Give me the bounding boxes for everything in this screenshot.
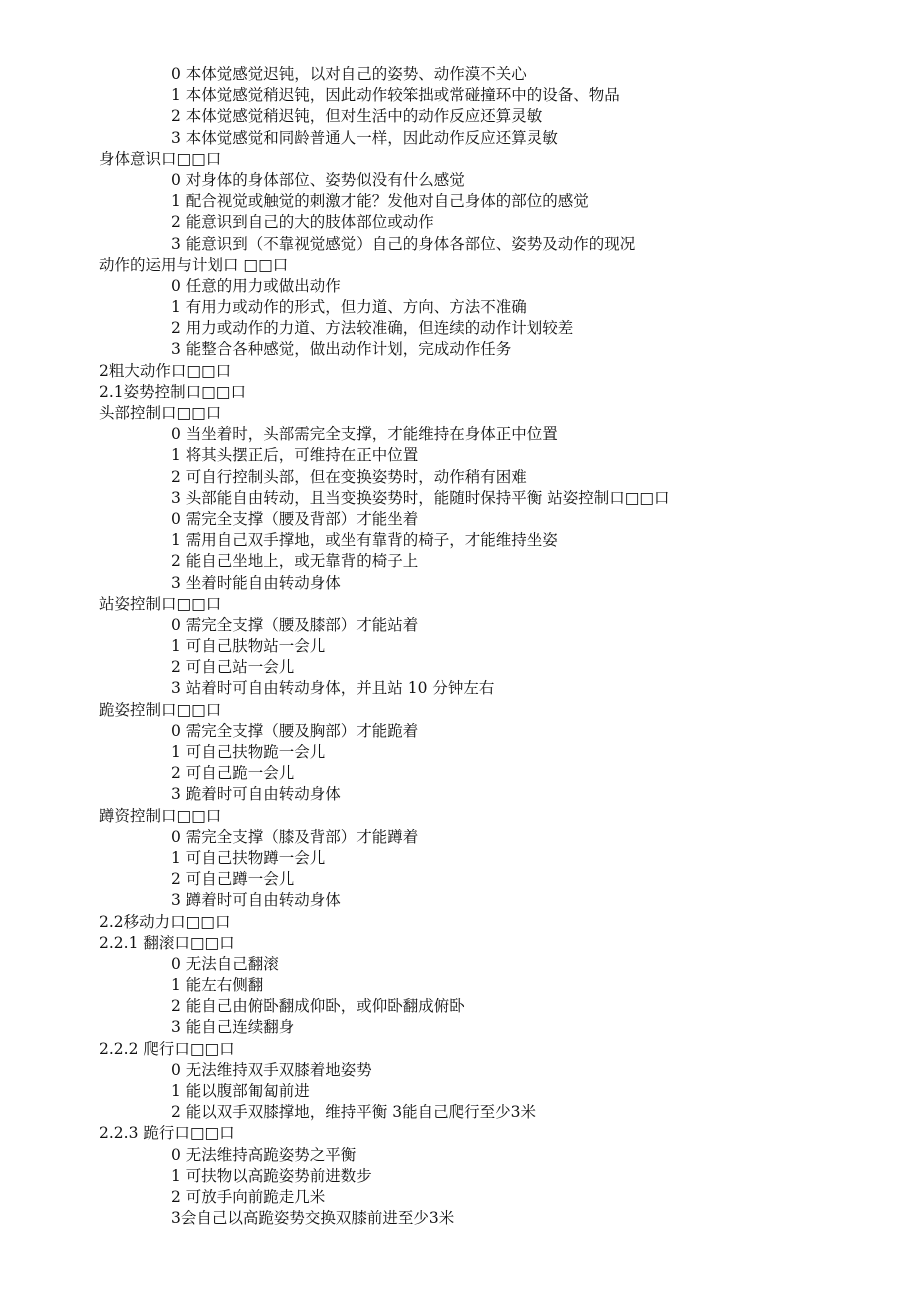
score-option: 2 能自己坐地上，或无靠背的椅子上 xyxy=(171,552,419,571)
score-option: 2 能以双手双膝撑地，维持平衡 3能自己爬行至少3米 xyxy=(171,1103,536,1122)
score-option: 1 可自己扶物蹲一会儿 xyxy=(171,848,326,867)
section-heading: 动作的运用与计划口 □□口 xyxy=(99,255,289,274)
score-option: 1 将其头摆正后，可维持在正中位置 xyxy=(171,446,419,465)
score-option: 3 头部能自由转动，且当变换姿势时，能随时保持平衡 站姿控制口□□口 xyxy=(171,488,670,507)
score-option: 0 需完全支撑（腰及胸部）才能跪着 xyxy=(171,721,419,740)
score-option: 2 能意识到自己的大的肢体部位或动作 xyxy=(171,213,434,232)
section-heading: 头部控制口□□口 xyxy=(99,404,222,422)
score-option: 2 可自己蹲一会儿 xyxy=(171,870,295,889)
score-option: 1 能以腹部匍匐前进 xyxy=(171,1082,310,1100)
score-option: 2 能自己由俯卧翻成仰卧，或仰卧翻成俯卧 xyxy=(171,997,465,1016)
score-option: 2 可放手向前跪走几米 xyxy=(171,1187,326,1206)
score-option: 0 需完全支撑（膝及背部）才能蹲着 xyxy=(171,827,419,846)
section-heading: 跪姿控制口□□口 xyxy=(99,700,222,719)
score-option: 3 能意识到（不靠视觉感觉）自己的身体各部位、姿势及动作的现况 xyxy=(171,234,636,253)
score-option: 1 本体觉感觉稍迟钝，因此动作较笨拙或常碰撞环中的设备、物品 xyxy=(171,86,620,105)
score-option: 1 需用自己双手撑地，或坐有靠背的椅子，才能维持坐姿 xyxy=(171,531,558,550)
score-option: 3 能整合各种感觉，做出动作计划，完成动作任务 xyxy=(171,340,512,359)
score-option: 0 无法维持双手双膝着地姿势 xyxy=(171,1060,372,1079)
score-option: 3 本体觉感觉和同龄普通人一样，因此动作反应还算灵敏 xyxy=(171,128,558,147)
score-option: 1 可自己扶物跪一会儿 xyxy=(171,743,326,761)
section-heading: 身体意识口□□口 xyxy=(99,149,222,168)
score-option: 2 可自己跪一会儿 xyxy=(171,764,295,783)
score-option: 3 能自己连续翻身 xyxy=(171,1018,295,1037)
score-option: 2 可自行控制头部，但在变换姿势时，动作稍有困难 xyxy=(171,467,527,486)
section-heading: 2.2.3 跪行口□□口 xyxy=(99,1124,235,1143)
section-heading: 2粗大动作口□□口 xyxy=(99,361,232,380)
section-heading: 2.1姿势控制口□□口 xyxy=(99,382,246,401)
score-option: 0 需完全支撑（腰及膝部）才能站着 xyxy=(171,615,419,634)
score-option: 2 可自己站一会儿 xyxy=(171,658,295,677)
section-heading: 2.2.2 爬行口□□口 xyxy=(99,1039,235,1058)
score-option: 1 配合视觉或触觉的刺激才能？发他对自己身体的部位的感觉 xyxy=(171,192,589,211)
score-option: 0 无法维持高跪姿势之平衡 xyxy=(171,1145,357,1164)
score-option: 3 蹲着时可自由转动身体 xyxy=(171,891,341,910)
score-option: 1 可扶物以高跪姿势前进数步 xyxy=(171,1166,372,1185)
score-option: 0 对身体的身体部位、姿势似没有什么感觉 xyxy=(171,170,465,189)
score-option: 1 有用力或动作的形式，但力道、方向、方法不准确 xyxy=(171,298,527,317)
score-option: 0 任意的用力或做出动作 xyxy=(171,276,341,295)
section-heading: 站姿控制口□□口 xyxy=(99,594,222,613)
score-option: 2 用力或动作的力道、方法较准确，但连续的动作计划较差 xyxy=(171,319,574,338)
section-heading: 2.2移动力口□□口 xyxy=(99,912,231,931)
score-option: 3 坐着时能自由转动身体 xyxy=(171,573,341,592)
score-option: 0 需完全支撑（腰及背部）才能坐着 xyxy=(171,509,419,528)
score-option: 3 站着时可自由转动身体，并且站 10 分钟左右 xyxy=(171,679,495,698)
score-option: 1 能左右侧翻 xyxy=(171,976,264,995)
score-option: 0 无法自己翻滚 xyxy=(171,954,279,973)
score-option: 0 本体觉感觉迟钝，以对自己的姿势、动作漠不关心 xyxy=(171,65,527,83)
score-option: 3会自己以高跪姿势交换双膝前进至少3米 xyxy=(171,1209,455,1228)
score-option: 2 本体觉感觉稍迟钝，但对生活中的动作反应还算灵敏 xyxy=(171,107,543,126)
score-option: 0 当坐着时，头部需完全支撑，才能维持在身体正中位置 xyxy=(171,425,558,444)
score-option: 1 可自己肤物站一会儿 xyxy=(171,637,326,656)
score-option: 3 跪着时可自由转动身体 xyxy=(171,785,341,804)
section-heading: 蹲资控制口□□口 xyxy=(99,806,222,825)
document-page xyxy=(0,64,920,1229)
section-heading: 2.2.1 翻滚口□□口 xyxy=(99,933,235,952)
